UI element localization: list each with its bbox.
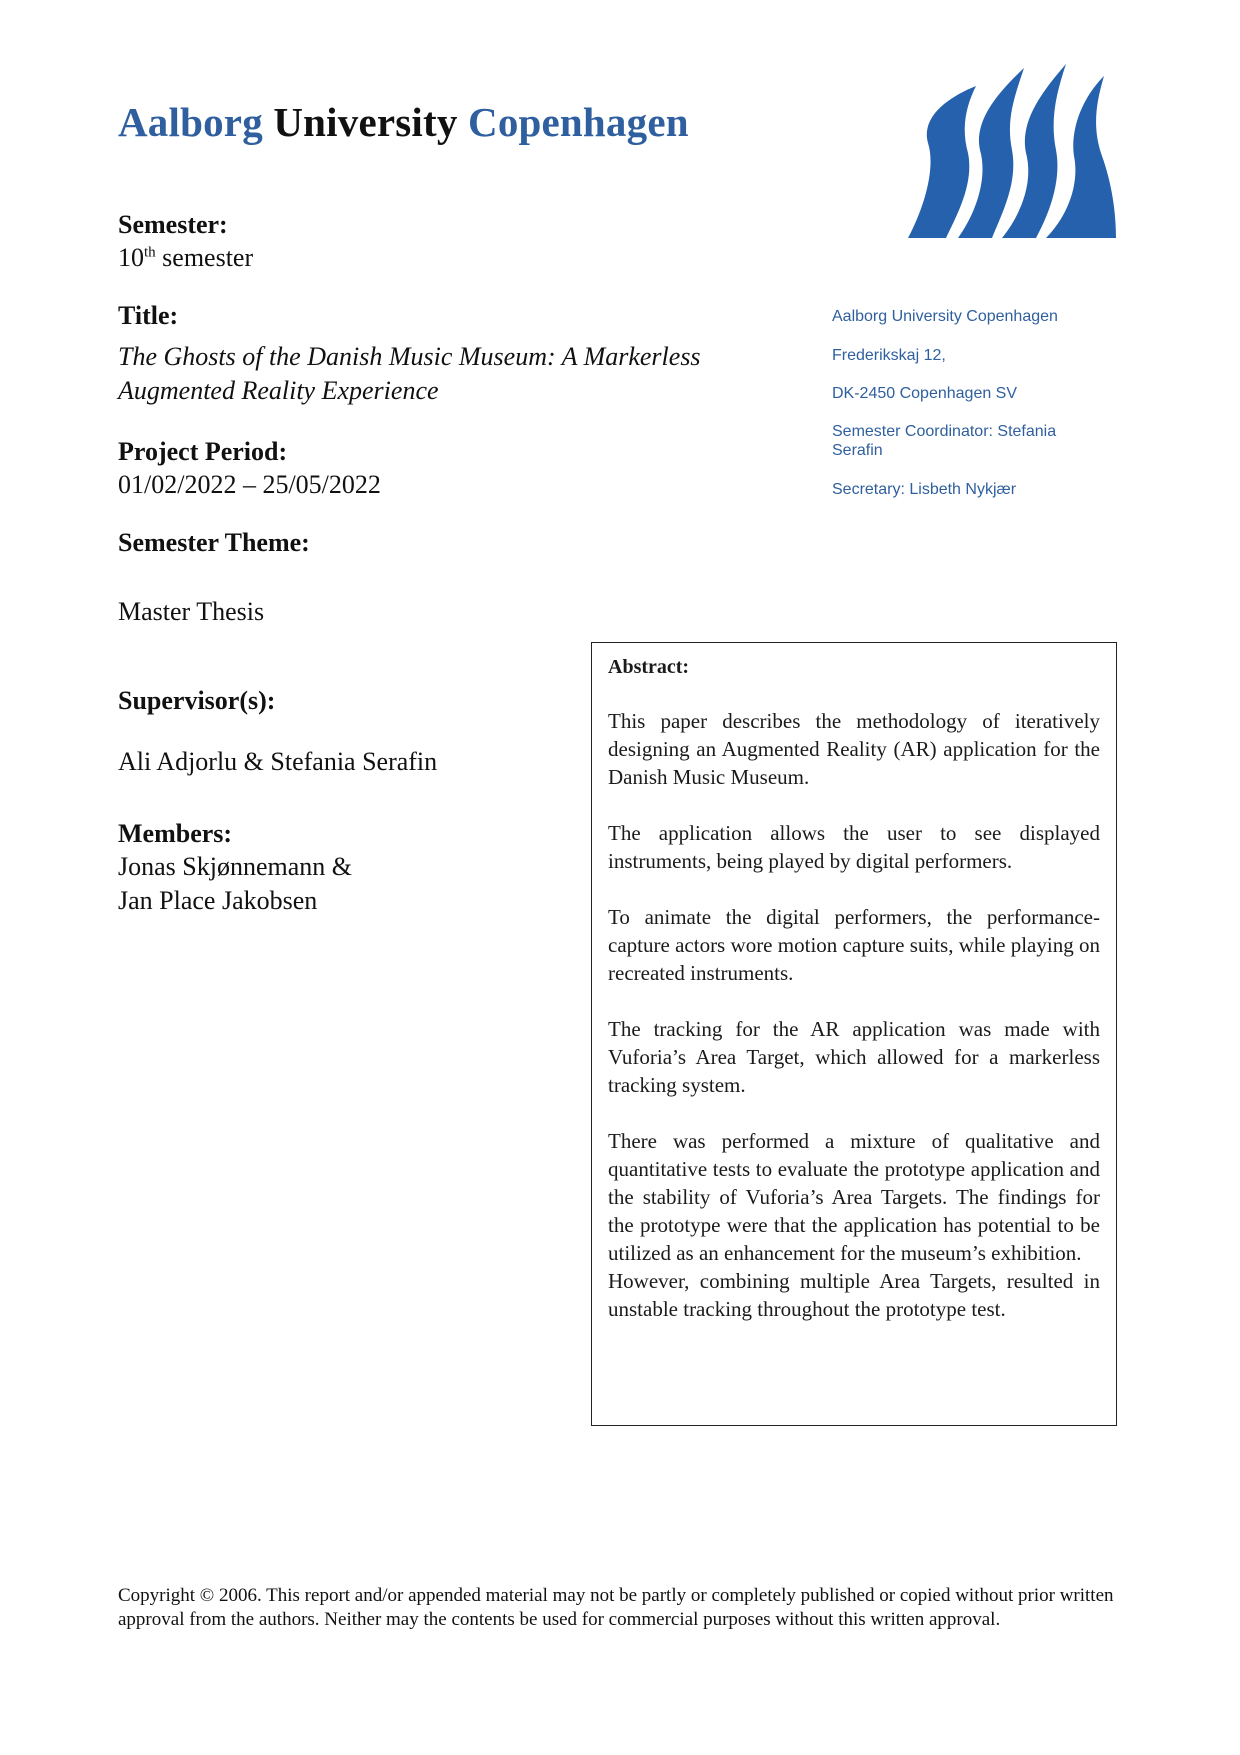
contact-street: Frederikskaj 12, [832, 347, 946, 364]
semester-label: Semester: [118, 210, 228, 239]
contact-university: Aalborg University Copenhagen [832, 308, 1058, 325]
semester-text: semester [162, 243, 254, 272]
members-label: Members: [118, 819, 233, 848]
contact-coordinator: Semester Coordinator: Stefania Serafin [832, 423, 1057, 459]
theme-label: Semester Theme: [118, 528, 310, 557]
university-word-university: University [273, 99, 458, 145]
semester-suffix: th [144, 244, 156, 261]
abstract-label: Abstract: [608, 656, 690, 678]
university-word-aalborg: Aalborg [118, 99, 263, 145]
abstract-content [608, 653, 1100, 1323]
contact-secretary: Secretary: Lisbeth Nykjær [832, 481, 1017, 498]
period-label: Project Period: [118, 437, 288, 466]
abstract-paragraph-4: The tracking for the AR application was made with Vuforia’s Area Target, which allowed for a markerless tracking system. [608, 1017, 1100, 1097]
logo-wave-1 [908, 86, 976, 238]
abstract-paragraph-6: However, combining multiple Area Targets, resulted in unstable tracking throughout the prototype test. [608, 1269, 1100, 1321]
title-line-1: The Ghosts of the Danish Music Museum: A Markerless [118, 342, 701, 371]
university-title [118, 98, 689, 146]
theme-value: Master Thesis [118, 597, 265, 626]
abstract-box [591, 642, 1117, 1426]
abstract-paragraph-5: There was performed a mixture of qualitative and quantitative tests to evaluate the prototype application and the stability of Vuforia’s Area Targets. The findings for the prototype were that the application has potential to be utilized as an enhancement for the museum’s exhibition. [608, 1129, 1100, 1265]
contact-city: DK-2450 Copenhagen SV [832, 385, 1018, 402]
supervisor-label: Supervisor(s): [118, 686, 276, 715]
aau-wave-logo-icon [906, 58, 1116, 238]
semester-number: 10 [118, 243, 144, 272]
abstract-paragraph-2: The application allows the user to see displayed instruments, being played by digital performers. [608, 821, 1100, 873]
university-word-copenhagen: Copenhagen [468, 99, 689, 145]
abstract-paragraph-1: This paper describes the methodology of iteratively designing an Augmented Reality (AR) application for the Danish Music Museum. [608, 709, 1100, 789]
copyright-notice: Copyright © 2006. This report and/or appended material may not be partly or completely published or copied without prior written approval from the authors. Neither may the contents be used for commercial purposes without this written approval. [118, 1585, 1114, 1630]
supervisor-value: Ali Adjorlu & Stefania Serafin [118, 747, 438, 776]
title-line-2: Augmented Reality Experience [118, 376, 439, 405]
member-2: Jan Place Jakobsen [118, 886, 318, 915]
semester-value [118, 243, 253, 273]
period-value: 01/02/2022 – 25/05/2022 [118, 470, 381, 499]
abstract-paragraph-3: To animate the digital performers, the performance-capture actors wore motion capture suits, while playing on recreated instruments. [608, 905, 1100, 985]
member-1: Jonas Skjønnemann & [118, 852, 352, 881]
title-label: Title: [118, 301, 179, 330]
